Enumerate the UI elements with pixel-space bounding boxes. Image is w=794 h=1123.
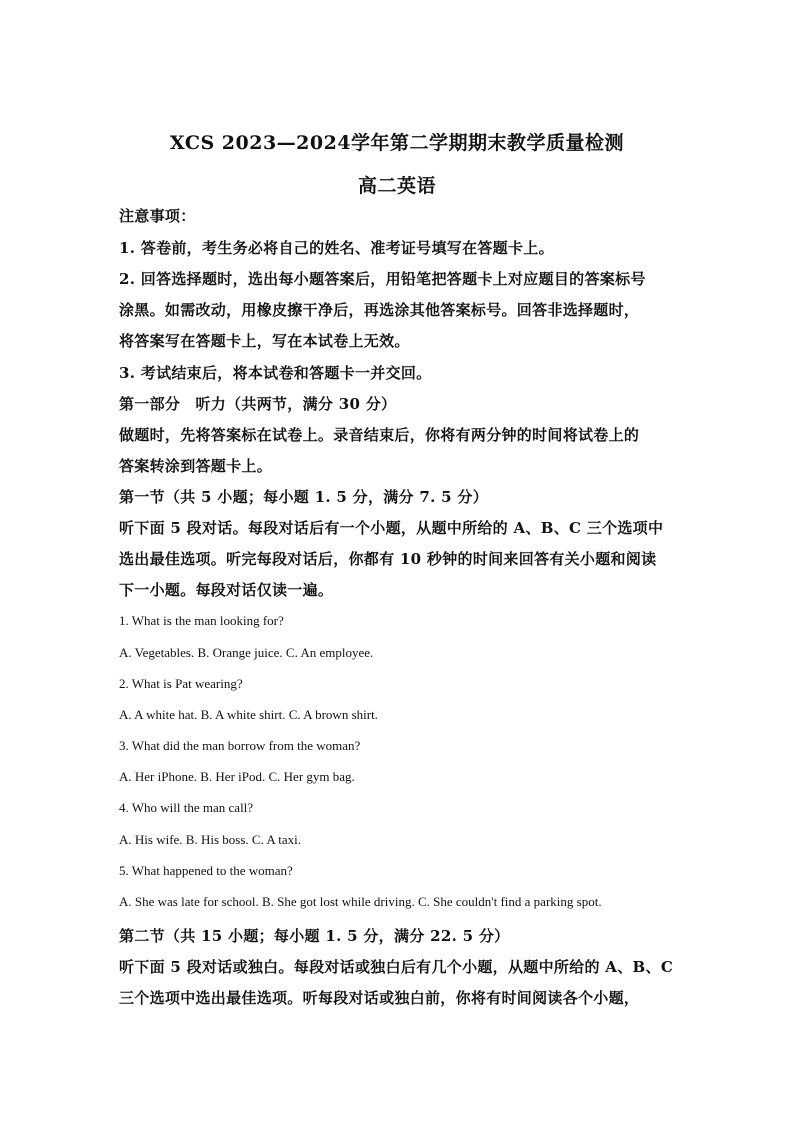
notice-item-2-line-1: 2. 回答选择题时，选出每小题答案后，用铅笔把答题卡上对应题目的答案标号 xyxy=(119,270,646,288)
notice-item-2-line-3: 将答案写在答题卡上，写在本试卷上无效。 xyxy=(119,332,410,350)
section2-intro-line-1: 听下面 5 段对话或独白。每段对话或独白后有几个小题，从题中所给的 A、B、C xyxy=(119,958,674,976)
question-1-options: A. Vegetables. B. Orange juice. C. An employee. xyxy=(119,645,374,660)
question-4-options: A. His wife. B. His boss. C. A taxi. xyxy=(119,832,302,847)
notice-item-3: 3. 考试结束后，将本试卷和答题卡一并交回。 xyxy=(119,364,432,382)
question-5-options: A. She was late for school. B. She got lost while driving. C. She couldn't find a parking spot. xyxy=(119,894,602,909)
section2-heading: 第二节（共 15 小题；每小题 1. 5 分，满分 22. 5 分） xyxy=(119,927,510,945)
question-5: 5. What happened to the woman? xyxy=(119,863,293,878)
part1-heading: 第一部分 听力（共两节，满分 30 分） xyxy=(119,395,397,413)
section1-intro-line-3: 下一小题。每段对话仅读一遍。 xyxy=(119,581,334,599)
section2-intro-line-2: 三个选项中选出最佳选项。听每段对话或独白前，你将有时间阅读各个小题， xyxy=(119,989,640,1007)
question-2-options: A. A white hat. B. A white shirt. C. A brown shirt. xyxy=(119,707,378,722)
question-4: 4. Who will the man call? xyxy=(119,800,254,815)
notice-item-2-line-2: 涂黑。如需改动，用橡皮擦干净后，再选涂其他答案标号。回答非选择题时， xyxy=(119,301,640,319)
exam-subtitle: 高二英语 xyxy=(357,175,436,197)
question-3: 3. What did the man borrow from the woman? xyxy=(119,738,361,753)
section1-intro-line-1: 听下面 5 段对话。每段对话后有一个小题，从题中所给的 A、B、C 三个选项中 xyxy=(119,519,664,537)
part1-intro-line-1: 做题时，先将答案标在试卷上。录音结束后，你将有两分钟的时间将试卷上的 xyxy=(119,426,640,444)
part1-intro-line-2: 答案转涂到答题卡上。 xyxy=(119,457,273,475)
question-2: 2. What is Pat wearing? xyxy=(119,676,243,691)
notice-item-1: 1. 答卷前，考生务必将自己的姓名、准考证号填写在答题卡上。 xyxy=(119,239,554,257)
exam-title: XCS 2023—2024学年第二学期期末教学质量检测 xyxy=(169,132,625,154)
notice-heading: 注意事项： xyxy=(119,207,196,225)
section1-heading: 第一节（共 5 小题；每小题 1. 5 分，满分 7. 5 分） xyxy=(119,488,489,506)
section1-intro-line-2: 选出最佳选项。听完每段对话后，你都有 10 秒钟的时间来回答有关小题和阅读 xyxy=(119,550,657,568)
question-1: 1. What is the man looking for? xyxy=(119,613,284,628)
question-3-options: A. Her iPhone. B. Her iPod. C. Her gym bag. xyxy=(119,769,355,784)
